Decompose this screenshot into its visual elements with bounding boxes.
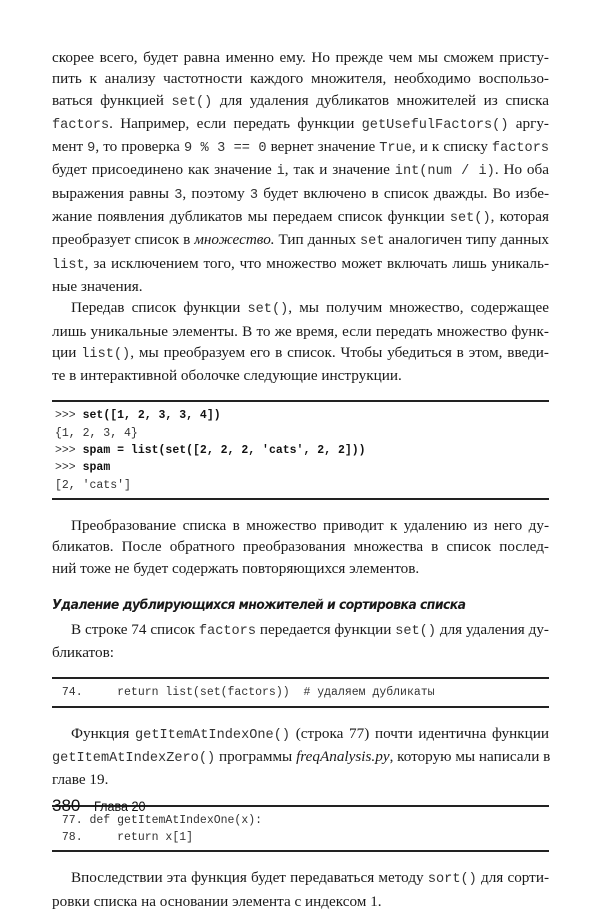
text-run: мент	[52, 138, 88, 156]
code-listing	[52, 400, 549, 499]
text-run: для удаления ду-	[436, 620, 549, 638]
page-footer	[52, 796, 151, 816]
text-run: главе 19.	[52, 771, 109, 789]
inline-code: 3	[249, 187, 259, 203]
text-line	[52, 183, 549, 206]
text-run: пить к анализу частотности каждого множителя, необходимо воспользо-	[52, 70, 549, 88]
code-text: [2, 'cats']	[55, 478, 131, 492]
text-run: В строке 74 список	[71, 620, 199, 638]
inline-code: i	[276, 164, 285, 180]
text-run: ные значения.	[52, 277, 143, 295]
inline-code: factors	[491, 141, 550, 157]
text-line	[52, 558, 549, 579]
text-run: программы	[215, 748, 297, 766]
code-text: {1, 2, 3, 4}	[55, 426, 138, 440]
text-line	[52, 113, 549, 136]
paragraph	[52, 867, 549, 912]
inline-code: set	[360, 234, 385, 250]
text-line	[52, 515, 549, 536]
text-run: преобразует список в	[52, 231, 195, 249]
code-line	[55, 684, 549, 701]
italic-text: freqAnalysis.py	[296, 748, 390, 766]
text-run: выражения равны	[52, 184, 175, 202]
code-line	[55, 442, 549, 459]
text-run: передается функции	[255, 620, 396, 638]
text-run: для сорти-	[476, 869, 550, 887]
text-run: те в интерактивной оболочке следующие инструкции.	[52, 367, 402, 385]
code-listing	[52, 677, 549, 707]
paragraph	[52, 723, 549, 791]
text-run: Впоследствии эта функция будет передаваться методу	[71, 869, 428, 887]
text-run: ний тоже не будет содержать повторяющихся элементов.	[52, 559, 420, 577]
text-line	[52, 68, 549, 89]
text-line	[52, 642, 549, 663]
code-input: spam = list(set([2, 2, 2, 'cats', 2, 2]))	[82, 444, 366, 458]
inline-code: set()	[449, 211, 491, 227]
text-line	[52, 769, 549, 790]
text-line	[52, 276, 549, 297]
code-line	[55, 477, 549, 494]
text-run: . Но оба	[494, 161, 549, 179]
inline-code: 3	[174, 187, 183, 203]
inline-code: set()	[395, 623, 436, 639]
text-run: аргу-	[508, 114, 549, 132]
text-line	[52, 365, 549, 386]
text-run: , так и значение	[284, 161, 395, 179]
text-line	[52, 746, 549, 769]
text-line	[52, 206, 549, 229]
inline-code: True	[379, 141, 412, 157]
code-input: set([1, 2, 3, 3, 4])	[82, 409, 221, 423]
text-run: аналогичен типу данных	[384, 231, 549, 249]
text-line	[52, 536, 549, 557]
code-line	[55, 829, 549, 846]
text-run: скорее всего, будет равна именно ему. Но прежде чем мы сможем присту-	[52, 49, 549, 66]
text-line	[52, 159, 549, 182]
text-run: Тип данных	[274, 231, 360, 249]
inline-code: getItemAtIndexZero()	[52, 751, 216, 767]
text-run: будет включено в список дважды. Во избе-	[258, 184, 549, 202]
paragraph	[52, 297, 549, 386]
text-run: ции	[52, 343, 82, 361]
text-line	[52, 136, 549, 159]
code-line	[55, 459, 549, 476]
text-run: Передав список функции	[71, 299, 248, 317]
text-run: лишь уникальные элементы. В то же время, если передать множество функ-	[52, 322, 549, 340]
text-run: бликатов. После обратного преобразования множества в список послед-	[52, 538, 549, 556]
inline-code: list	[52, 257, 85, 273]
inline-code: factors	[198, 623, 256, 639]
text-run: вернет значение	[266, 138, 380, 156]
text-run: , и к списку	[411, 138, 492, 156]
inline-code: factors	[52, 117, 110, 133]
inline-code: sort()	[427, 872, 477, 888]
text-run: бликатов:	[52, 644, 114, 662]
text-line	[52, 891, 549, 912]
text-run: жание появления дубликатов мы передаем список функции	[52, 208, 450, 226]
inline-code: int(num / i)	[394, 164, 495, 180]
italic-text: множество.	[194, 231, 275, 249]
inline-code: list()	[81, 346, 131, 362]
text-run: , поэтому	[182, 184, 250, 202]
paragraph	[52, 515, 549, 579]
text-line	[52, 297, 549, 320]
code-text: 77. def getItemAtIndexOne(x):	[55, 813, 263, 827]
chapter-label: Глава 20	[93, 798, 146, 814]
code-input: spam	[82, 461, 111, 475]
text-line	[52, 867, 549, 890]
text-run: , за исключением того, что множество может включать лишь уникаль-	[84, 254, 549, 272]
text-line	[52, 342, 549, 365]
code-text: 74. return list(set(factors)) # удаляем дубликаты	[55, 686, 435, 700]
code-text: >>>	[55, 409, 83, 423]
text-run: , мы преобразуем его в список. Чтобы убедиться в этом, введи-	[130, 343, 549, 361]
text-run: ровки списка на основании элемента с индексом 1.	[52, 892, 382, 910]
text-line	[52, 723, 549, 746]
text-run: (строка 77) почти идентична функции	[290, 724, 549, 742]
text-run: Функция	[71, 724, 136, 742]
text-run: , которую мы написали в	[389, 748, 551, 766]
page-number: 380	[52, 796, 81, 815]
inline-code: getItemAtIndexOne()	[135, 727, 291, 743]
paragraph	[52, 619, 549, 664]
text-run: . Например, если передать функции	[109, 114, 362, 132]
inline-code: 9	[87, 141, 96, 157]
text-line	[52, 47, 549, 68]
text-line	[52, 90, 549, 113]
text-run: для удаления дубликатов множителей из списка	[212, 91, 550, 109]
text-run: , мы получим множество, содержащее	[288, 299, 549, 317]
text-run: будет присоединено как значение	[52, 161, 277, 179]
inline-code: set()	[247, 302, 289, 318]
text-run: , которая	[490, 208, 549, 226]
text-line	[52, 321, 549, 342]
code-line	[55, 425, 549, 442]
text-line	[52, 229, 549, 252]
code-line	[55, 407, 549, 424]
inline-code: 9 % 3 == 0	[183, 141, 267, 157]
text-run: ваться функцией	[52, 91, 172, 109]
code-text: >>>	[55, 444, 83, 458]
text-run: , то проверка	[95, 138, 184, 156]
inline-code: set()	[171, 94, 213, 110]
code-text: >>>	[55, 461, 83, 475]
text-run: Преобразование списка в множество приводит к удалению из него ду-	[71, 516, 549, 534]
page-body	[52, 47, 549, 912]
code-text: 78. return x[1]	[55, 830, 194, 844]
paragraph	[52, 47, 549, 297]
text-line	[52, 253, 549, 276]
section-heading: Удаление дублирующихся множителей и сортировка списка	[52, 596, 466, 613]
text-line	[52, 619, 549, 642]
inline-code: getUsefulFactors()	[361, 117, 509, 133]
